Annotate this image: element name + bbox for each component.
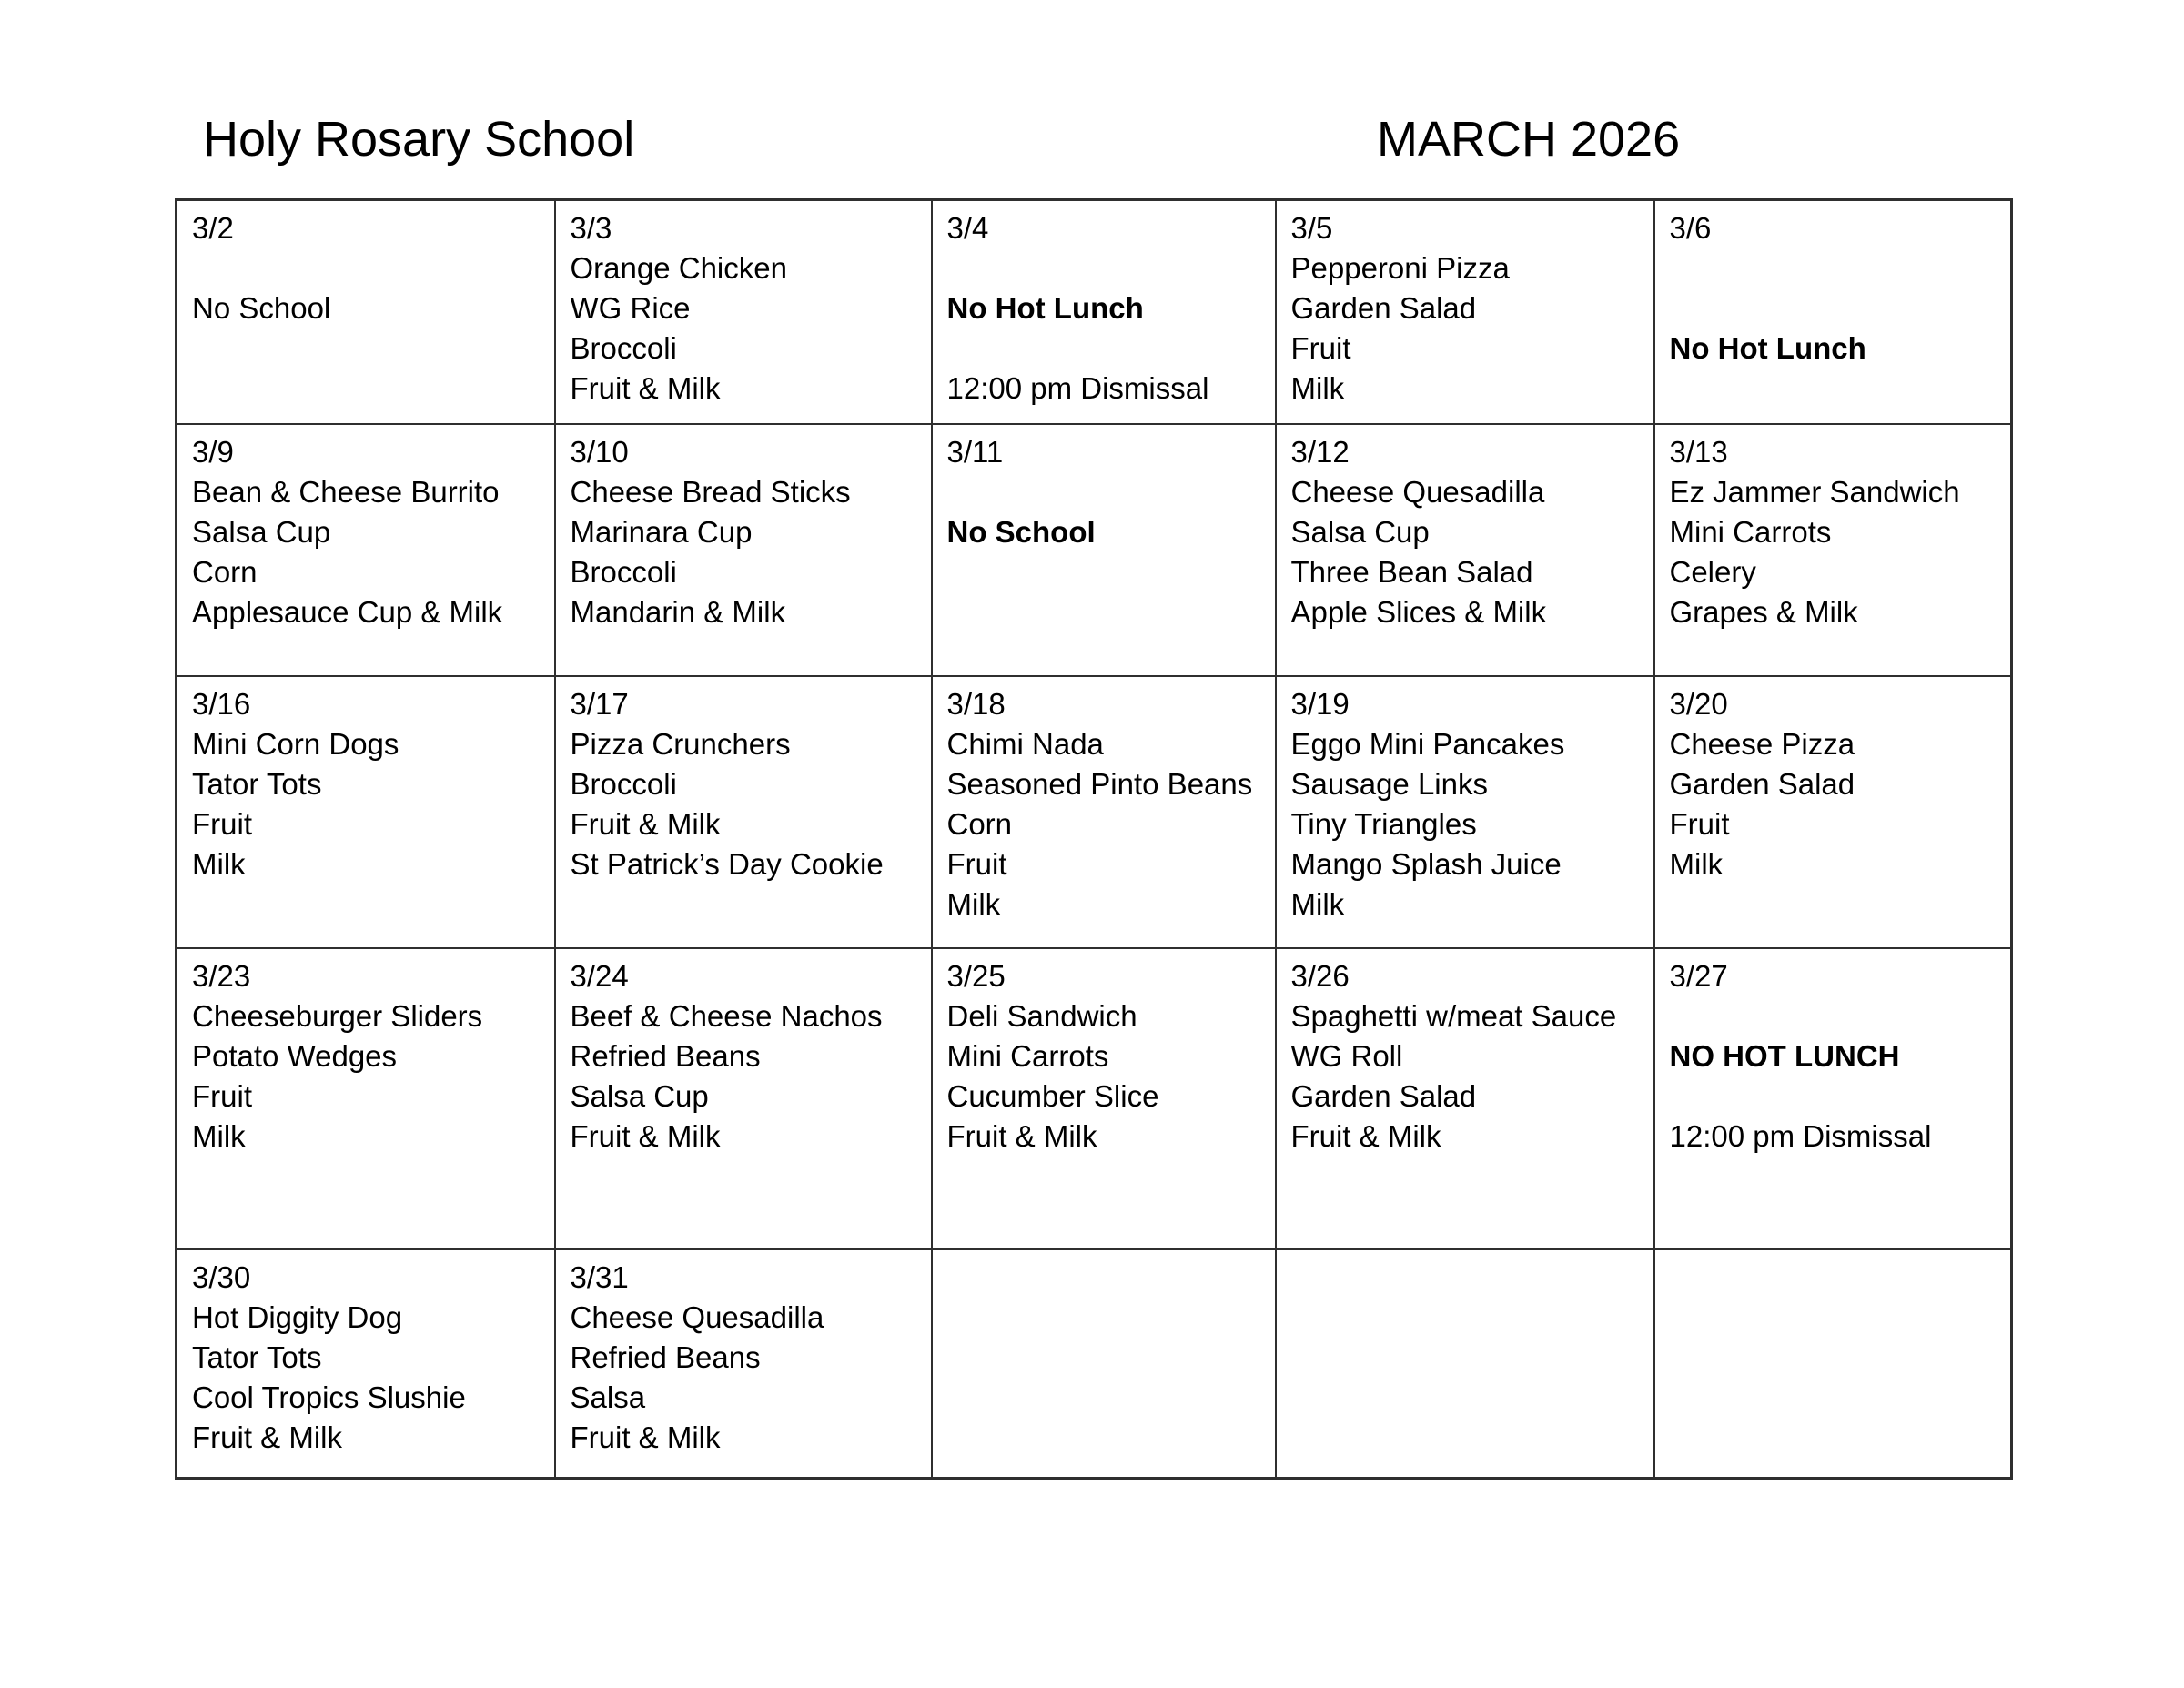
date-label: 3/3 <box>570 211 612 245</box>
menu-item: Broccoli <box>570 331 677 365</box>
menu-item: Fruit & Milk <box>1290 1118 1441 1153</box>
menu-item: Mango Splash Juice <box>1290 846 1562 881</box>
day-cell-3-25 <box>932 948 1276 1249</box>
day-cell-3-30 <box>177 1249 555 1479</box>
menu-item: Mini Carrots <box>1669 514 1832 549</box>
menu-item: WG Rice <box>570 291 691 325</box>
empty-day-cell <box>932 1249 1276 1479</box>
day-cell-3-12 <box>1276 424 1654 676</box>
menu-item: No Hot Lunch <box>1669 331 1866 365</box>
day-cell-3-23 <box>177 948 555 1249</box>
menu-item: Fruit <box>946 846 1007 881</box>
menu-item: No School <box>946 514 1096 549</box>
menu-item: Grapes & Milk <box>1669 594 1858 629</box>
menu-item: Fruit & Milk <box>570 371 721 405</box>
date-label: 3/19 <box>1290 686 1350 721</box>
menu-item: Sausage Links <box>1290 766 1488 801</box>
date-label: 3/12 <box>1290 434 1350 469</box>
day-cell-3-31 <box>555 1249 932 1479</box>
day-cell-3-18 <box>932 676 1276 948</box>
school-name-title: Holy Rosary School <box>203 112 635 167</box>
menu-item: Eggo Mini Pancakes <box>1290 726 1565 761</box>
menu-item: Cheese Bread Sticks <box>570 474 851 509</box>
menu-item: Milk <box>1290 371 1345 405</box>
menu-item: 12:00 pm Dismissal <box>1669 1118 1932 1153</box>
calendar-week-row <box>177 1249 2012 1479</box>
menu-item: Milk <box>1290 886 1345 921</box>
menu-item: Cool Tropics Slushie <box>192 1380 466 1414</box>
menu-item: Celery <box>1669 554 1756 589</box>
day-cell-3-5 <box>1276 200 1654 424</box>
menu-item: Fruit & Milk <box>946 1118 1097 1153</box>
menu-item: St Patrick’s Day Cookie <box>570 846 884 881</box>
menu-item: Fruit & Milk <box>570 806 721 841</box>
menu-item: Salsa Cup <box>192 514 331 549</box>
menu-item: Marinara Cup <box>570 514 753 549</box>
menu-item: Tiny Triangles <box>1290 806 1477 841</box>
menu-item: Garden Salad <box>1290 291 1477 325</box>
day-cell-3-4 <box>932 200 1276 424</box>
date-label: 3/6 <box>1669 211 1712 245</box>
menu-item: Tator Tots <box>192 1339 322 1374</box>
menu-item: Milk <box>192 1118 246 1153</box>
day-cell-3-20 <box>1654 676 2012 948</box>
menu-item: Corn <box>946 806 1013 841</box>
menu-item: Corn <box>192 554 258 589</box>
calendar-week-row <box>177 200 2012 424</box>
date-label: 3/30 <box>192 1259 251 1294</box>
calendar-week-row <box>177 424 2012 676</box>
spacer-line <box>1670 288 2000 329</box>
day-cell-3-19 <box>1276 676 1654 948</box>
day-cell-3-13 <box>1654 424 2012 676</box>
empty-day-cell <box>1276 1249 1654 1479</box>
day-cell-3-26 <box>1276 948 1654 1249</box>
menu-item: Fruit <box>1669 806 1730 841</box>
menu-item: Refried Beans <box>570 1339 761 1374</box>
menu-item: Milk <box>192 846 246 881</box>
month-title: MARCH 2026 <box>1377 112 1681 167</box>
menu-item: Broccoli <box>570 554 677 589</box>
date-label: 3/5 <box>1290 211 1333 245</box>
date-label: 3/13 <box>1669 434 1728 469</box>
menu-item: Pizza Crunchers <box>570 726 791 761</box>
menu-item: Fruit & Milk <box>570 1420 721 1454</box>
menu-item: Salsa Cup <box>570 1078 709 1113</box>
date-label: 3/31 <box>570 1259 629 1294</box>
day-cell-3-17 <box>555 676 932 948</box>
date-label: 3/2 <box>192 211 234 245</box>
menu-item: Garden Salad <box>1290 1078 1477 1113</box>
date-label: 3/23 <box>192 958 251 993</box>
menu-item: 12:00 pm Dismissal <box>946 371 1209 405</box>
day-cell-3-10 <box>555 424 932 676</box>
menu-item: Fruit <box>1290 331 1351 365</box>
menu-item: Seasoned Pinto Beans <box>946 766 1253 801</box>
menu-item: Spaghetti w/meat Sauce <box>1290 998 1617 1033</box>
menu-item: Fruit & Milk <box>192 1420 342 1454</box>
menu-item: Salsa Cup <box>1290 514 1430 549</box>
menu-item: Mini Corn Dogs <box>192 726 399 761</box>
menu-item: Three Bean Salad <box>1290 554 1533 589</box>
spacer-line <box>1670 248 2000 288</box>
date-label: 3/16 <box>192 686 251 721</box>
date-label: 3/20 <box>1669 686 1728 721</box>
menu-item: Apple Slices & Milk <box>1290 594 1547 629</box>
menu-item: Applesauce Cup & Milk <box>192 594 503 629</box>
day-cell-3-9 <box>177 424 555 676</box>
spacer-line <box>947 329 1264 369</box>
menu-item: Ez Jammer Sandwich <box>1669 474 1960 509</box>
calendar-week-row <box>177 948 2012 1249</box>
date-label: 3/10 <box>570 434 629 469</box>
spacer-line <box>1670 1076 2000 1117</box>
menu-item: Fruit <box>192 1078 252 1113</box>
date-label: 3/11 <box>946 434 1004 469</box>
menu-item: Fruit & Milk <box>570 1118 721 1153</box>
menu-item: Cucumber Slice <box>946 1078 1159 1113</box>
date-label: 3/4 <box>946 211 989 245</box>
menu-item: WG Roll <box>1290 1038 1403 1073</box>
date-label: 3/17 <box>570 686 629 721</box>
day-cell-3-2 <box>177 200 555 424</box>
date-label: 3/18 <box>946 686 1006 721</box>
menu-item: Salsa <box>570 1380 646 1414</box>
spacer-line <box>947 472 1264 512</box>
menu-item: Bean & Cheese Burrito <box>192 474 500 509</box>
day-cell-3-3 <box>555 200 932 424</box>
date-label: 3/25 <box>946 958 1006 993</box>
day-cell-3-16 <box>177 676 555 948</box>
menu-item: Garden Salad <box>1669 766 1855 801</box>
spacer-line <box>1670 996 2000 1036</box>
menu-item: Cheese Quesadilla <box>1290 474 1545 509</box>
day-cell-3-6 <box>1654 200 2012 424</box>
spacer-line <box>947 248 1264 288</box>
menu-item: NO HOT LUNCH <box>1669 1038 1900 1073</box>
menu-item: Milk <box>946 886 1001 921</box>
menu-item: Refried Beans <box>570 1038 761 1073</box>
lunch-calendar-table <box>175 198 2013 1480</box>
menu-item: Milk <box>1669 846 1724 881</box>
menu-item: Potato Wedges <box>192 1038 398 1073</box>
menu-item: Mini Carrots <box>946 1038 1109 1073</box>
spacer-line <box>192 248 543 288</box>
date-label: 3/24 <box>570 958 629 993</box>
menu-item: Orange Chicken <box>570 251 787 285</box>
day-cell-3-27 <box>1654 948 2012 1249</box>
calendar-week-row <box>177 676 2012 948</box>
menu-item: Broccoli <box>570 766 677 801</box>
menu-item: Mandarin & Milk <box>570 594 786 629</box>
date-label: 3/27 <box>1669 958 1728 993</box>
menu-item: Cheeseburger Sliders <box>192 998 483 1033</box>
day-cell-3-24 <box>555 948 932 1249</box>
menu-item: No Hot Lunch <box>946 291 1144 325</box>
menu-item: Cheese Quesadilla <box>570 1299 824 1334</box>
date-label: 3/26 <box>1290 958 1350 993</box>
menu-item: Deli Sandwich <box>946 998 1138 1033</box>
menu-item: Pepperoni Pizza <box>1290 251 1510 285</box>
menu-item: Cheese Pizza <box>1669 726 1855 761</box>
menu-item: Tator Tots <box>192 766 322 801</box>
menu-item: Chimi Nada <box>946 726 1104 761</box>
empty-day-cell <box>1654 1249 2012 1479</box>
menu-item: Hot Diggity Dog <box>192 1299 403 1334</box>
date-label: 3/9 <box>192 434 234 469</box>
menu-item: Beef & Cheese Nachos <box>570 998 883 1033</box>
menu-item: No School <box>192 291 331 325</box>
day-cell-3-11 <box>932 424 1276 676</box>
calendar-body <box>177 200 2012 1479</box>
menu-item: Fruit <box>192 806 252 841</box>
